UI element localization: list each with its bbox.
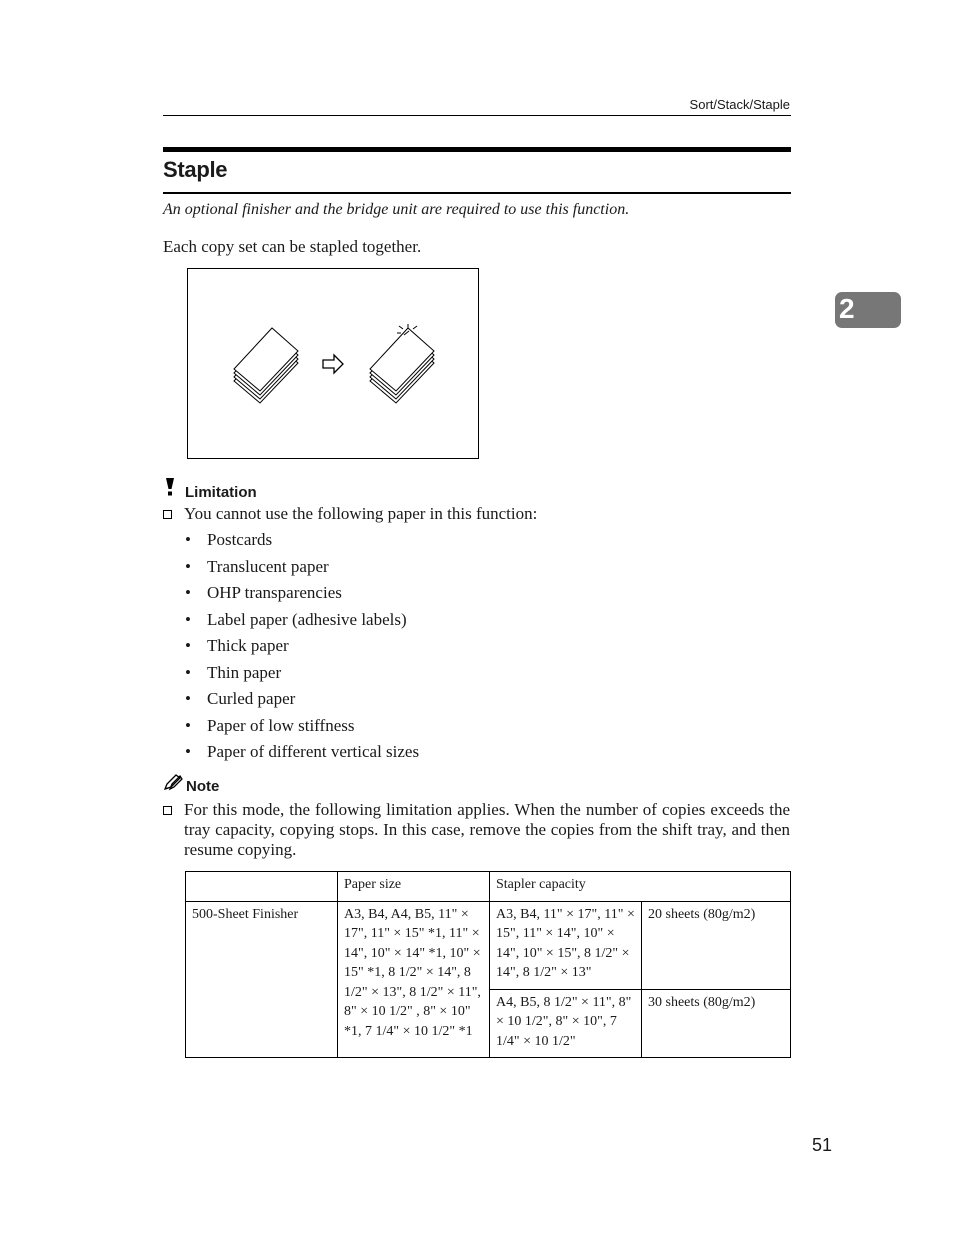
table-header-cell: Paper size <box>338 872 490 902</box>
paper-size-cell <box>338 901 490 1058</box>
finisher-name-cell: 500-Sheet Finisher <box>186 901 338 1058</box>
title-rule-bottom <box>163 192 791 194</box>
size-group-cell <box>490 901 642 989</box>
staple-capacity-table <box>185 871 791 1058</box>
requirement-note: An optional finisher and the bridge unit are required to use this function. <box>163 201 630 218</box>
note-item-text: For this mode, the following limitation applies. When the number of copies exceeds the tray capacity, copying stops. In this case, remove the copies from the shift tray, and then resume copying. <box>184 800 790 859</box>
size-group-list: A4, B5, 8 1/2" × 11", 8" × 10 1/2", 8" × 10", 7 1/4" × 10 1/2" <box>496 994 632 1049</box>
running-header: Sort/Stack/Staple <box>689 97 790 112</box>
right-arrow-icon <box>323 355 343 373</box>
limitation-item <box>163 504 537 524</box>
note-item <box>163 800 790 860</box>
title-rule-top <box>163 147 791 152</box>
paper-stack-stapled <box>370 328 434 403</box>
chapter-tab <box>835 292 901 328</box>
page-number: 51 <box>811 1135 832 1155</box>
header-rule <box>163 115 791 116</box>
section-title: Staple <box>163 157 228 182</box>
list-item: • Label paper (adhesive labels) <box>185 609 407 629</box>
table-header-cell <box>186 872 338 902</box>
list-item: • Thick paper <box>185 636 289 655</box>
list-item: • Thin paper <box>185 662 282 682</box>
staple-illustration <box>187 268 479 459</box>
capacity-value: 20 sheets (80g/m2) <box>648 906 756 922</box>
table-header-row <box>186 872 791 902</box>
paper-size-list: A3, B4, A4, B5, 11" × 17", 11" × 15" *1, 11" × 14", 10" × 14" *1, 10" × 15" *1, 8 1/2" × 14", 8 1/2" × 13", 8 1/2" × 11", 8" × 10 1/2" , 8" × 10" *1, 7 1/4" × 10 1/2" *1 <box>344 906 481 1039</box>
exclamation-icon <box>163 477 181 501</box>
checkbox-icon <box>163 510 172 519</box>
note-label: Note <box>186 778 220 795</box>
list-item: • Paper of low stiffness <box>185 715 355 735</box>
limitation-heading <box>163 477 257 501</box>
chapter-number: 2 <box>839 293 855 324</box>
list-item: • OHP transparencies <box>185 583 342 602</box>
list-item: • Translucent paper <box>185 556 329 576</box>
pencil-icon <box>163 773 183 795</box>
limitation-item-text: You cannot use the following paper in this function: <box>184 504 538 523</box>
paper-stack-unstapled <box>234 328 298 403</box>
table-header-cell: Stapler capacity <box>490 872 791 902</box>
list-item: • Curled paper <box>185 689 296 708</box>
capacity-cell <box>642 901 791 989</box>
intro-text: Each copy set can be stapled together. <box>163 237 422 256</box>
checkbox-icon <box>163 806 172 815</box>
note-heading <box>163 773 219 795</box>
unsupported-paper-list <box>185 528 419 767</box>
capacity-value: 30 sheets (80g/m2) <box>648 994 756 1010</box>
list-item: • Postcards <box>185 530 273 549</box>
staple-diagram <box>188 269 478 458</box>
capacity-cell <box>642 989 791 1058</box>
size-group-cell <box>490 989 642 1058</box>
size-group-list: A3, B4, 11" × 17", 11" × 15", 11" × 14", 10" × 14", 10" × 15", 8 1/2" × 14", 8 1/2" × 13" <box>496 906 635 980</box>
limitation-label: Limitation <box>185 484 257 501</box>
table-row <box>186 901 791 989</box>
list-item: • Paper of different vertical sizes <box>185 742 420 761</box>
